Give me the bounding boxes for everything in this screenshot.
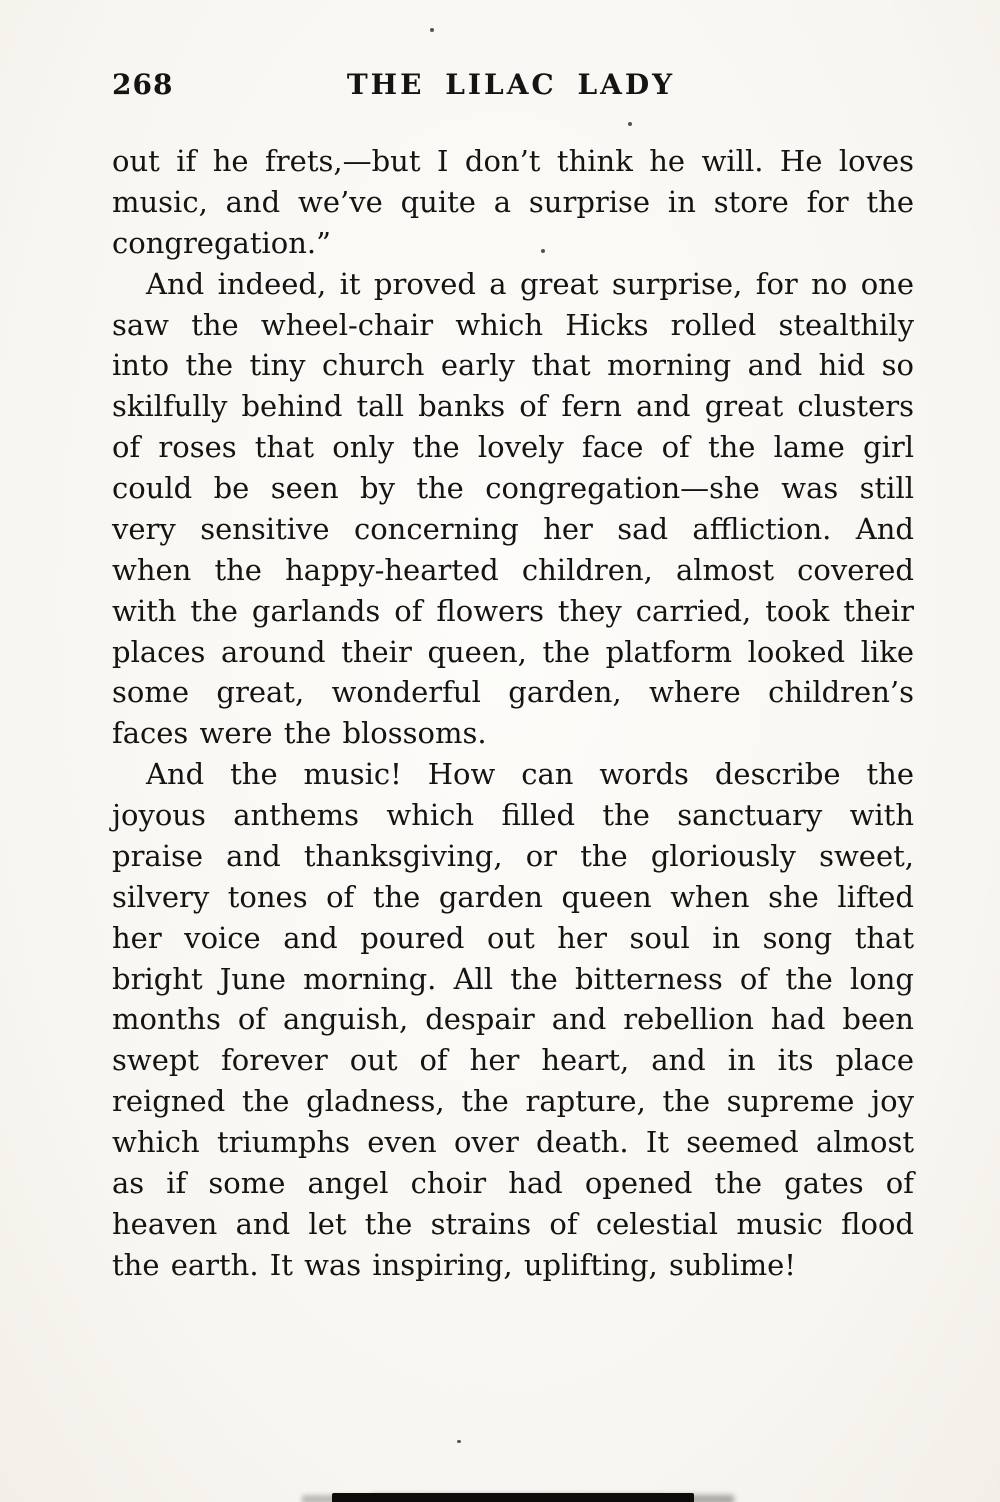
paragraph: And the music! How can words describe the joyous anthems which filled the sanctuary with praise and thanksgiving, or the gloriously sweet, silvery tones of the garden queen when she lifted her voice and poured out her soul in song that bright June morning. All the bitterness of the long months of anguish, despair and rebellion had been swept forever out of her heart, and in its place reigned the gladness, the rapture, the supreme joy which triumphs even over death. It seemed almost as if some angel choir had opened the gates of heaven and let the strains of celestial music flood the earth. It was inspiring, uplifting, sublime!	[112, 757, 914, 1282]
scan-speck	[457, 1440, 461, 1443]
page-number: 268	[112, 68, 174, 101]
scan-speck	[541, 249, 545, 253]
scan-artifact-bottom	[332, 1493, 694, 1502]
paragraph: And indeed, it proved a great surprise, for no one saw the wheel-chair which Hicks rolled stealthily into the tiny church early that morning and hid so skilfully behind tall banks of fern and great clusters of roses that only the lovely face of the lame girl could be seen by the congregation—she was still very sensitive concerning her sad affliction. And when the happy-hearted children, almost covered with the garlands of flowers they carried, took their places around their queen, the platform looked like some great, wonderful garden, where children’s faces were the blossoms.	[112, 266, 914, 751]
page-body	[0, 101, 1000, 1286]
paragraph-continuation: out if he frets,—but I don’t think he will. He loves music, and we’ve quite a surprise in store for the congregation.”	[112, 144, 914, 260]
scan-speck	[430, 28, 434, 32]
scan-speck	[628, 122, 632, 126]
running-title: THE LILAC LADY	[346, 68, 676, 101]
page-header	[0, 0, 1000, 101]
